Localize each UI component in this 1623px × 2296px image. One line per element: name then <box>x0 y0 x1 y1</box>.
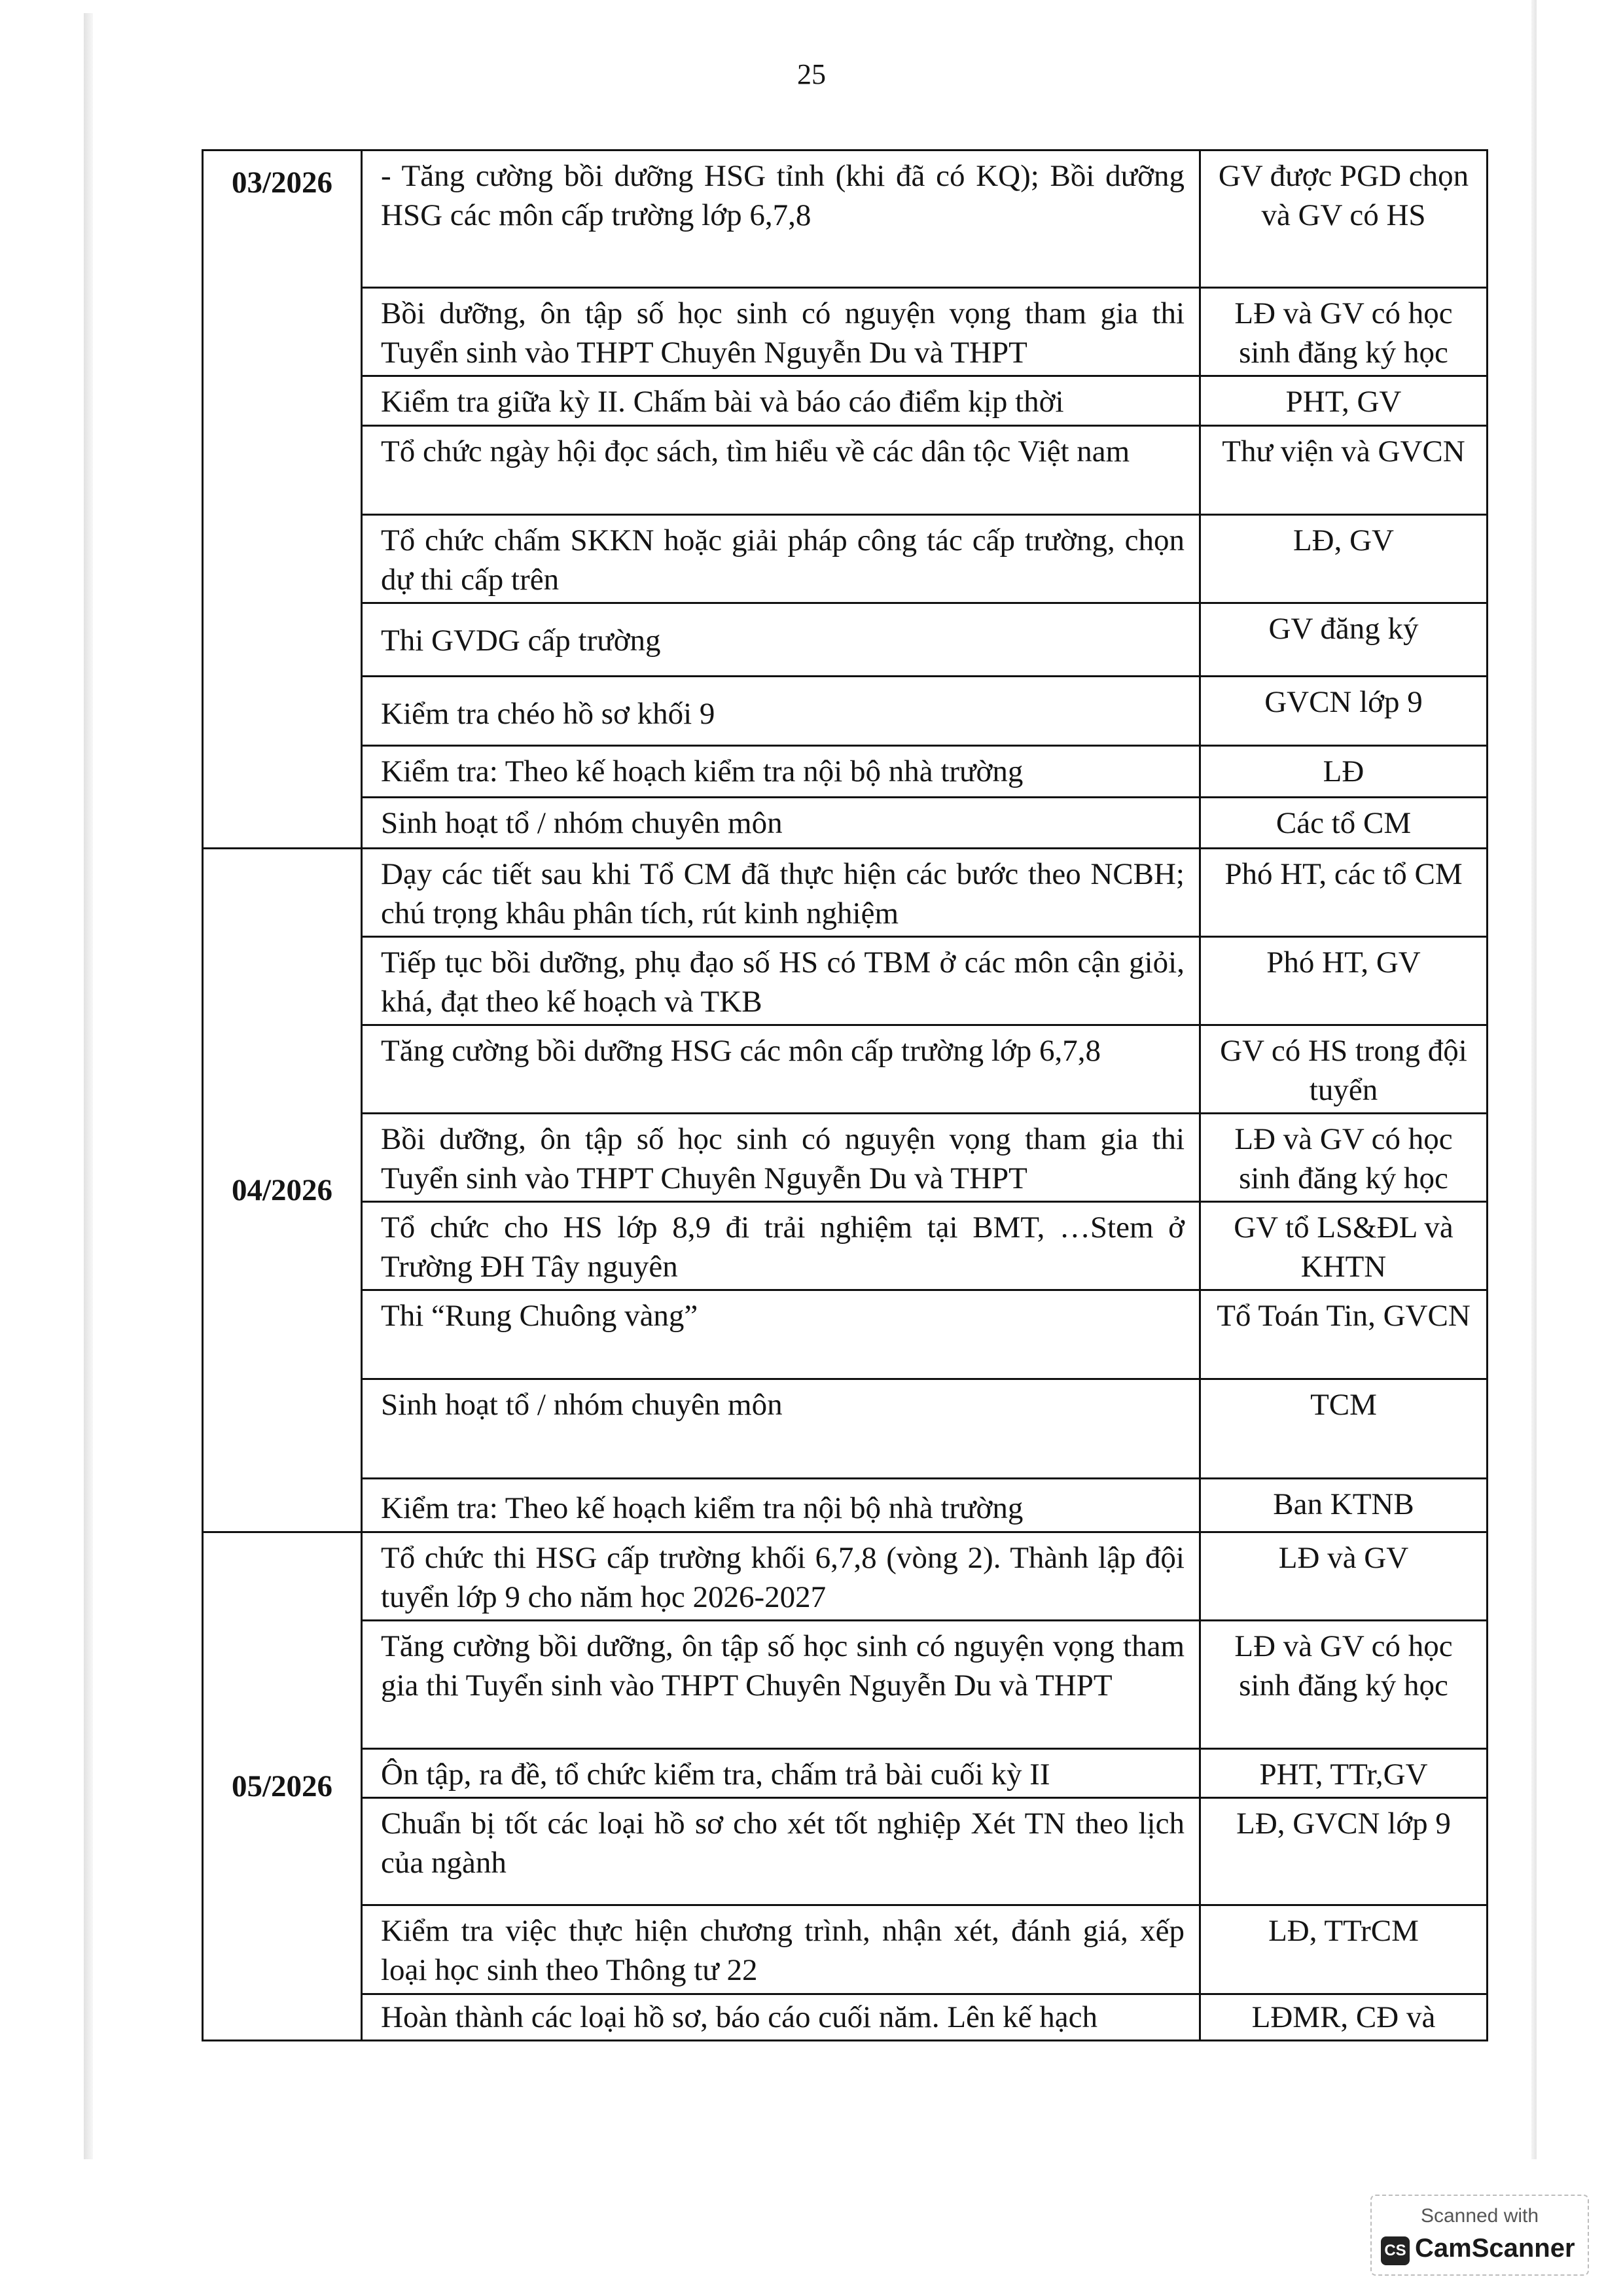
task-cell: Kiểm tra: Theo kế hoạch kiểm tra nội bộ nhà trường <box>362 746 1200 798</box>
task-cell: Hoàn thành các loại hồ sơ, báo cáo cuối năm. Lên kế hạch <box>362 1994 1200 2041</box>
task-cell: Bồi dưỡng, ôn tập số học sinh có nguyện vọng tham gia thi Tuyển sinh vào THPT Chuyên Nguyễn Du và THPT <box>362 288 1200 376</box>
table-row <box>203 937 1488 1025</box>
table-row <box>203 515 1488 603</box>
responsible-cell: Ban KTNB <box>1200 1479 1488 1532</box>
table-row <box>203 1749 1488 1798</box>
table-row <box>203 150 1488 288</box>
task-cell: - Tăng cường bồi dưỡng HSG tỉnh (khi đã có KQ); Bồi dưỡng HSG các môn cấp trường lớp 6,7,8 <box>362 150 1200 288</box>
month-cell: 03/2026 <box>203 150 362 849</box>
task-cell: Ôn tập, ra đề, tổ chức kiểm tra, chấm trả bài cuối kỳ II <box>362 1749 1200 1798</box>
scan-edge-right <box>1531 0 1537 2159</box>
table-row <box>203 426 1488 515</box>
responsible-cell: Phó HT, GV <box>1200 937 1488 1025</box>
scan-edge-left <box>84 13 93 2159</box>
table-row <box>203 1114 1488 1202</box>
responsible-cell: LĐ <box>1200 746 1488 798</box>
responsible-cell: PHT, TTr,GV <box>1200 1749 1488 1798</box>
task-cell: Tăng cường bồi dưỡng HSG các môn cấp trường lớp 6,7,8 <box>362 1025 1200 1114</box>
responsible-cell: Thư viện và GVCN <box>1200 426 1488 515</box>
task-cell: Kiểm tra việc thực hiện chương trình, nhận xét, đánh giá, xếp loại học sinh theo Thông tư 22 <box>362 1905 1200 1994</box>
table-row <box>203 1290 1488 1379</box>
task-cell: Kiểm tra giữa kỳ II. Chấm bài và báo cáo điểm kịp thời <box>362 376 1200 426</box>
responsible-cell: LĐ, TTrCM <box>1200 1905 1488 1994</box>
table-row <box>203 677 1488 746</box>
task-cell: Thi GVDG cấp trường <box>362 603 1200 677</box>
task-cell: Tiếp tục bồi dưỡng, phụ đạo số HS có TBM ở các môn cận giỏi, khá, đạt theo kế hoạch và TKB <box>362 937 1200 1025</box>
table-row <box>203 1379 1488 1479</box>
responsible-cell: GV có HS trong đội tuyển <box>1200 1025 1488 1114</box>
task-cell: Dạy các tiết sau khi Tổ CM đã thực hiện các bước theo NCBH; chú trọng khâu phân tích, rút kinh nghiệm <box>362 849 1200 937</box>
responsible-cell: LĐ và GV <box>1200 1532 1488 1621</box>
responsible-cell: TCM <box>1200 1379 1488 1479</box>
table-row <box>203 288 1488 376</box>
table-row <box>203 603 1488 677</box>
table-row <box>203 1905 1488 1994</box>
task-cell: Tổ chức cho HS lớp 8,9 đi trải nghiệm tại BMT, …Stem ở Trường ĐH Tây nguyên <box>362 1202 1200 1290</box>
task-cell: Tăng cường bồi dưỡng, ôn tập số học sinh có nguyện vọng tham gia thi Tuyển sinh vào THPT Chuyên Nguyễn Du và THPT <box>362 1621 1200 1749</box>
responsible-cell: LĐ và GV có học sinh đăng ký học <box>1200 1621 1488 1749</box>
camscanner-logo-icon: CS <box>1381 2236 1410 2265</box>
responsible-cell: GVCN lớp 9 <box>1200 677 1488 746</box>
responsible-cell: GV tổ LS&ĐL và KHTN <box>1200 1202 1488 1290</box>
responsible-cell: PHT, GV <box>1200 376 1488 426</box>
responsible-cell: LĐ, GV <box>1200 515 1488 603</box>
table-row <box>203 376 1488 426</box>
responsible-cell: LĐ và GV có học sinh đăng ký học <box>1200 288 1488 376</box>
responsible-cell: Tổ Toán Tin, GVCN <box>1200 1290 1488 1379</box>
responsible-cell: Các tổ CM <box>1200 798 1488 849</box>
task-cell: Sinh hoạt tổ / nhóm chuyên môn <box>362 798 1200 849</box>
table-row <box>203 1798 1488 1905</box>
watermark-brand: CamScanner <box>1415 2234 1575 2263</box>
table-row <box>203 1025 1488 1114</box>
task-cell: Kiểm tra chéo hồ sơ khối 9 <box>362 677 1200 746</box>
plan-table <box>202 149 1488 2041</box>
responsible-cell: LĐ, GVCN lớp 9 <box>1200 1798 1488 1905</box>
responsible-cell: LĐ và GV có học sinh đăng ký học <box>1200 1114 1488 1202</box>
task-cell: Sinh hoạt tổ / nhóm chuyên môn <box>362 1379 1200 1479</box>
table-row <box>203 746 1488 798</box>
responsible-cell: GV được PGD chọn và GV có HS <box>1200 150 1488 288</box>
month-cell: 04/2026 <box>203 849 362 1532</box>
table-row <box>203 849 1488 937</box>
camscanner-watermark <box>1370 2195 1589 2276</box>
table-row <box>203 1202 1488 1290</box>
task-cell: Bồi dưỡng, ôn tập số học sinh có nguyện vọng tham gia thi Tuyển sinh vào THPT Chuyên Nguyễn Du và THPT <box>362 1114 1200 1202</box>
table-row <box>203 1621 1488 1749</box>
task-cell: Kiểm tra: Theo kế hoạch kiểm tra nội bộ nhà trường <box>362 1479 1200 1532</box>
task-cell: Chuẩn bị tốt các loại hồ sơ cho xét tốt nghiệp Xét TN theo lịch của ngành <box>362 1798 1200 1905</box>
table-row <box>203 1532 1488 1621</box>
watermark-label: Scanned with <box>1420 2205 1539 2227</box>
responsible-cell: GV đăng ký <box>1200 603 1488 677</box>
task-cell: Thi “Rung Chuông vàng” <box>362 1290 1200 1379</box>
table-row <box>203 1994 1488 2041</box>
responsible-cell: Phó HT, các tổ CM <box>1200 849 1488 937</box>
task-cell: Tổ chức ngày hội đọc sách, tìm hiểu về các dân tộc Việt nam <box>362 426 1200 515</box>
table-row <box>203 798 1488 849</box>
task-cell: Tổ chức chấm SKKN hoặc giải pháp công tác cấp trường, chọn dự thi cấp trên <box>362 515 1200 603</box>
responsible-cell: LĐMR, CĐ và <box>1200 1994 1488 2041</box>
table-row <box>203 1479 1488 1532</box>
task-cell: Tổ chức thi HSG cấp trường khối 6,7,8 (vòng 2). Thành lập đội tuyển lớp 9 cho năm học 2026-2027 <box>362 1532 1200 1621</box>
month-cell: 05/2026 <box>203 1532 362 2041</box>
page-number: 25 <box>797 58 826 90</box>
